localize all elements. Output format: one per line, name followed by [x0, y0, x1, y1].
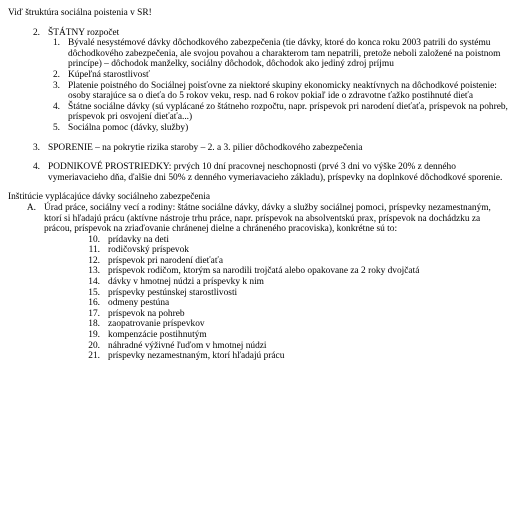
item-text: Kúpeľná starostlivosť [68, 69, 151, 80]
institution-text: Úrad práce, sociálny vecí a rodiny: štátne sociálne dávky, dávky a služby sociálnej pomoci, príspevky nezamestnaným, ktorí si hľadajú prácu (aktívne nástroje trhu práce, napr. príspevok na absolventskú prax, príspevok na dochádzku za prácou, príspevok na zriaďovanie chránenej dielne a chráneného pracoviska), konkrétne sú to: [44, 202, 491, 235]
item-number: 13. [88, 266, 100, 277]
list-item [88, 245, 508, 256]
list-item [88, 298, 508, 309]
item-text: príspevky nezamestnaným, ktorí hľadajú prácu [108, 351, 285, 362]
institution-a [24, 203, 508, 235]
item-text: príspevok na pohreb [108, 308, 185, 319]
section-items [8, 38, 508, 133]
item-number: 10. [88, 234, 100, 245]
item-text: príspevok pri narodení dieťaťa [108, 255, 224, 266]
list-item [48, 38, 508, 70]
item-number: 5. [52, 122, 60, 133]
document [8, 8, 508, 362]
item-number: 11. [88, 245, 100, 256]
item-number: 12. [88, 255, 100, 266]
item-text: kompenzácie postihnutým [108, 330, 207, 341]
section-company-funds [8, 162, 508, 183]
item-number: 14. [88, 277, 100, 288]
intro-text: Viď štruktúra sociálna poistenia v SR! [8, 8, 152, 18]
section-title: PODNIKOVÉ PROSTRIEDKY: prvých 10 dní pracovnej neschopnosti (prvé 3 dni vo výške 20% z denného vymeriavacieho dňa, ďalšie dni 50% z denného vymeriavacieho základu), príspevky na doplnkové dôchodkové sporenie. [48, 162, 503, 183]
item-text: rodičovský príspevok [108, 245, 189, 256]
item-number: 18. [88, 319, 100, 330]
list-item [48, 70, 508, 81]
list-item [88, 256, 508, 267]
item-number: 19. [88, 330, 100, 341]
item-text: odmeny pestúna [108, 298, 170, 309]
list-item [48, 123, 508, 134]
item-text: príspevky pestúnskej starostlivosti [108, 287, 238, 298]
list-item [88, 309, 508, 320]
item-text: Platenie poistného do Sociálnej poisťovne za niektoré skupiny ekonomicky neaktívnych na dôchodkové poistenie: osoby starajúce sa o dieťa do 5 rokov veku, resp. nad 6 rokov pokiaľ ide o zdravotne ťažko postihnuté dieťa [68, 80, 497, 102]
item-number: 15. [88, 287, 100, 298]
benefits-list [88, 235, 508, 362]
list-item [88, 319, 508, 330]
section-title: SPORENIE – na pokrytie rizika staroby – 2. a 3. pilier dôchodkového zabezpečenia [48, 142, 363, 153]
institutions-heading: Inštitúcie vyplácajúce dávky sociálneho zabezpečenia [8, 192, 210, 203]
item-number: 1. [52, 38, 60, 49]
section-number: 3. [32, 142, 40, 153]
list-item [88, 351, 508, 362]
section-state-budget [8, 28, 508, 134]
item-text: Sociálna pomoc (dávky, služby) [68, 122, 189, 133]
list-item [88, 288, 508, 299]
item-number: 3. [52, 80, 60, 91]
item-number: 21. [88, 351, 100, 362]
list-item [88, 341, 508, 352]
list-item [88, 235, 508, 246]
item-text: dávky v hmotnej núdzi a príspevky k nim [108, 277, 264, 288]
item-number: 2. [52, 69, 60, 80]
institution-label: A. [26, 202, 36, 213]
item-number: 17. [88, 308, 100, 319]
section-title: ŠTÁTNY rozpočet [48, 27, 120, 38]
list-item [88, 330, 508, 341]
section-heading [8, 28, 508, 39]
list-item [88, 277, 508, 288]
item-text: Štátne sociálne dávky (sú vyplácané zo štátneho rozpočtu, napr. príspevok pri narodení dieťaťa, príspevok na pohreb, príspevok pri osvojení dieťaťa...) [68, 101, 508, 123]
section-number: 2. [32, 27, 40, 38]
list-item [48, 81, 508, 102]
item-number: 20. [88, 340, 100, 351]
item-number: 16. [88, 298, 100, 309]
list-item [88, 266, 508, 277]
item-text: Bývalé nesystémové dávky dôchodkového zabezpečenia (tie dávky, ktoré do konca roku 2003 patrili do systému dôchodkového zabezpečenia, ale svojou povahou a charakterom tam nepatrili, pretože neboli založené na poistnom princípe) – dôchodok manželky, sociálny dôchodok, dôchodok ako jediný zdroj príjmu [68, 38, 501, 70]
section-number: 4. [32, 162, 40, 173]
item-text: náhradné výživné ľuďom v hmotnej núdzi [108, 340, 267, 351]
item-text: zaopatrovanie príspevkov [108, 319, 205, 330]
item-number: 4. [52, 101, 60, 112]
item-text: príspevok rodičom, ktorým sa narodili trojčatá alebo opakovane za 2 roky dvojčatá [108, 266, 420, 277]
list-item [48, 102, 508, 123]
section-savings [8, 143, 508, 154]
item-text: prídavky na deti [108, 234, 169, 245]
